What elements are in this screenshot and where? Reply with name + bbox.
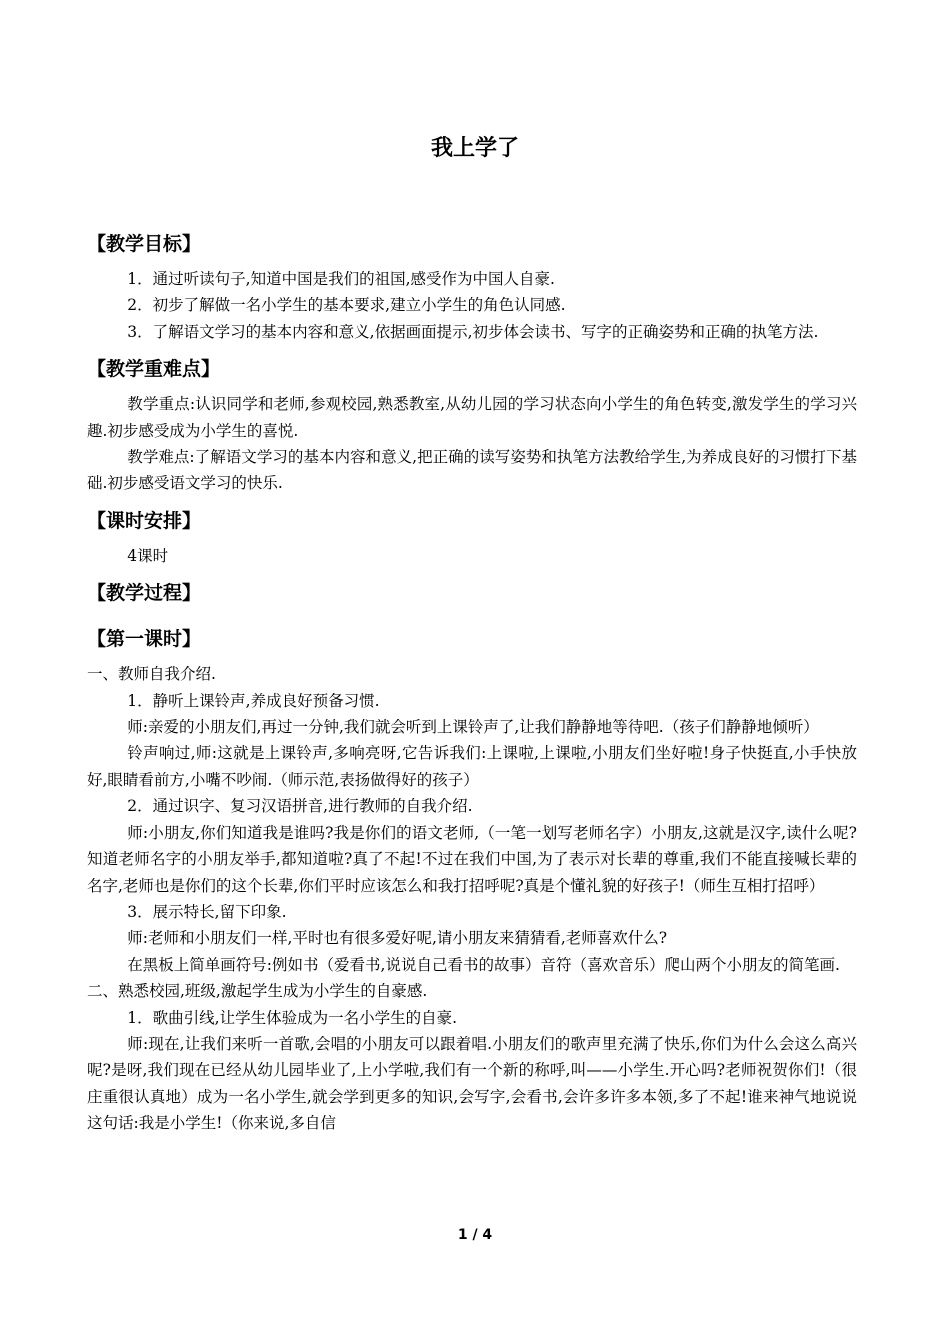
- section-heading-process: 【教学过程】: [87, 582, 202, 605]
- lesson1-paragraph: 二、熟悉校园,班级,激起学生成为小学生的自豪感.: [87, 982, 428, 1001]
- lesson1-paragraph: 师:亲爱的小朋友们,再过一分钟,我们就会听到上课铃声了,让我们静静地等待吧.（孩子们静静地倾听）: [127, 718, 819, 737]
- lesson1-paragraph: 师:老师和小朋友们一样,平时也有很多爱好呢,请小朋友来猜猜看,老师喜欢什么?: [127, 929, 668, 948]
- lesson1-paragraph: 1．静听上课铃声,养成良好预备习惯.: [127, 691, 380, 710]
- section-heading-goals: 【教学目标】: [87, 233, 202, 255]
- key-point-item: 教学重点:认识同学和老师,参观校园,熟悉教室,从幼儿园的学习状态向小学生的角色转变,激发学生的学习兴趣.初步感受成为小学生的喜悦.: [87, 395, 857, 440]
- lesson1-body: [87, 661, 857, 1136]
- lesson1-paragraph: 在黑板上简单画符号:例如书（爱看书,说说自己看书的故事）音符（喜欢音乐）爬山两个小朋友的简笔画.: [127, 955, 840, 974]
- page-indicator: 1 / 4: [457, 1227, 493, 1243]
- goal-item: 1．通过听读句子,知道中国是我们的祖国,感受作为中国人自豪.: [127, 270, 555, 288]
- document-title: 我上学了: [430, 136, 519, 161]
- goal-item: 2．初步了解做一名小学生的基本要求,建立小学生的角色认同感.: [127, 296, 566, 315]
- key-point-item: 教学难点:了解语文学习的基本内容和意义,把正确的读写姿势和执笔方法教给学生,为养成良好的习惯打下基础.初步感受语文学习的快乐.: [87, 448, 857, 493]
- lesson1-paragraph: 师:小朋友,你们知道我是谁吗?我是你们的语文老师,（一笔一划写老师名字）小朋友,这就是汉字,读什么呢?知道老师名字的小朋友举手,都知道啦?真了不起!不过在我们中国,为了表示对长辈的尊重,我们不能直接喊长辈的名字,老师也是你们的这个长辈,你们平时应该怎么和我打招呼呢?真是个懂礼貌的好孩子!（师生互相打招呼）: [87, 823, 857, 895]
- lesson1-paragraph: 师:现在,让我们来听一首歌,会唱的小朋友可以跟着唱.小朋友们的歌声里充满了快乐,你们为什么会这么高兴呢?是呀,我们现在已经从幼儿园毕业了,上小学啦,我们有一个新的称呼,叫——小学生.开心吗?老师祝贺你们!（很庄重很认真地）成为一名小学生,就会学到更多的知识,会写字,会看书,会许多许多本领,多了不起!谁来神气地说说这句话:我是小学生!（你来说,多自信: [87, 1034, 857, 1133]
- section-heading-key-points: 【教学重难点】: [87, 358, 221, 381]
- document-body: [87, 230, 857, 1137]
- goal-item: 3．了解语文学习的基本内容和意义,依据画面提示,初步体会读书、写字的正确姿势和正确的执笔方法.: [127, 322, 819, 341]
- lesson1-paragraph: 一、教师自我介绍.: [87, 665, 216, 684]
- section-heading-schedule: 【课时安排】: [87, 509, 202, 532]
- schedule-text: 4课时: [127, 546, 169, 565]
- lesson1-paragraph: 铃声响过,师:这就是上课铃声,多响亮呀,它告诉我们:上课啦,上课啦,小朋友们坐好啦!身子快挺直,小手快放好,眼睛看前方,小嘴不吵闹.（师示范,表扬做得好的孩子）: [87, 744, 857, 789]
- lesson1-paragraph: 2．通过识字、复习汉语拼音,进行教师的自我介绍.: [127, 797, 473, 816]
- lesson1-paragraph: 3．展示特长,留下印象.: [127, 902, 287, 921]
- lesson1-paragraph: 1．歌曲引线,让学生体验成为一名小学生的自豪.: [127, 1008, 458, 1027]
- section-heading-lesson1: 【第一课时】: [87, 628, 202, 651]
